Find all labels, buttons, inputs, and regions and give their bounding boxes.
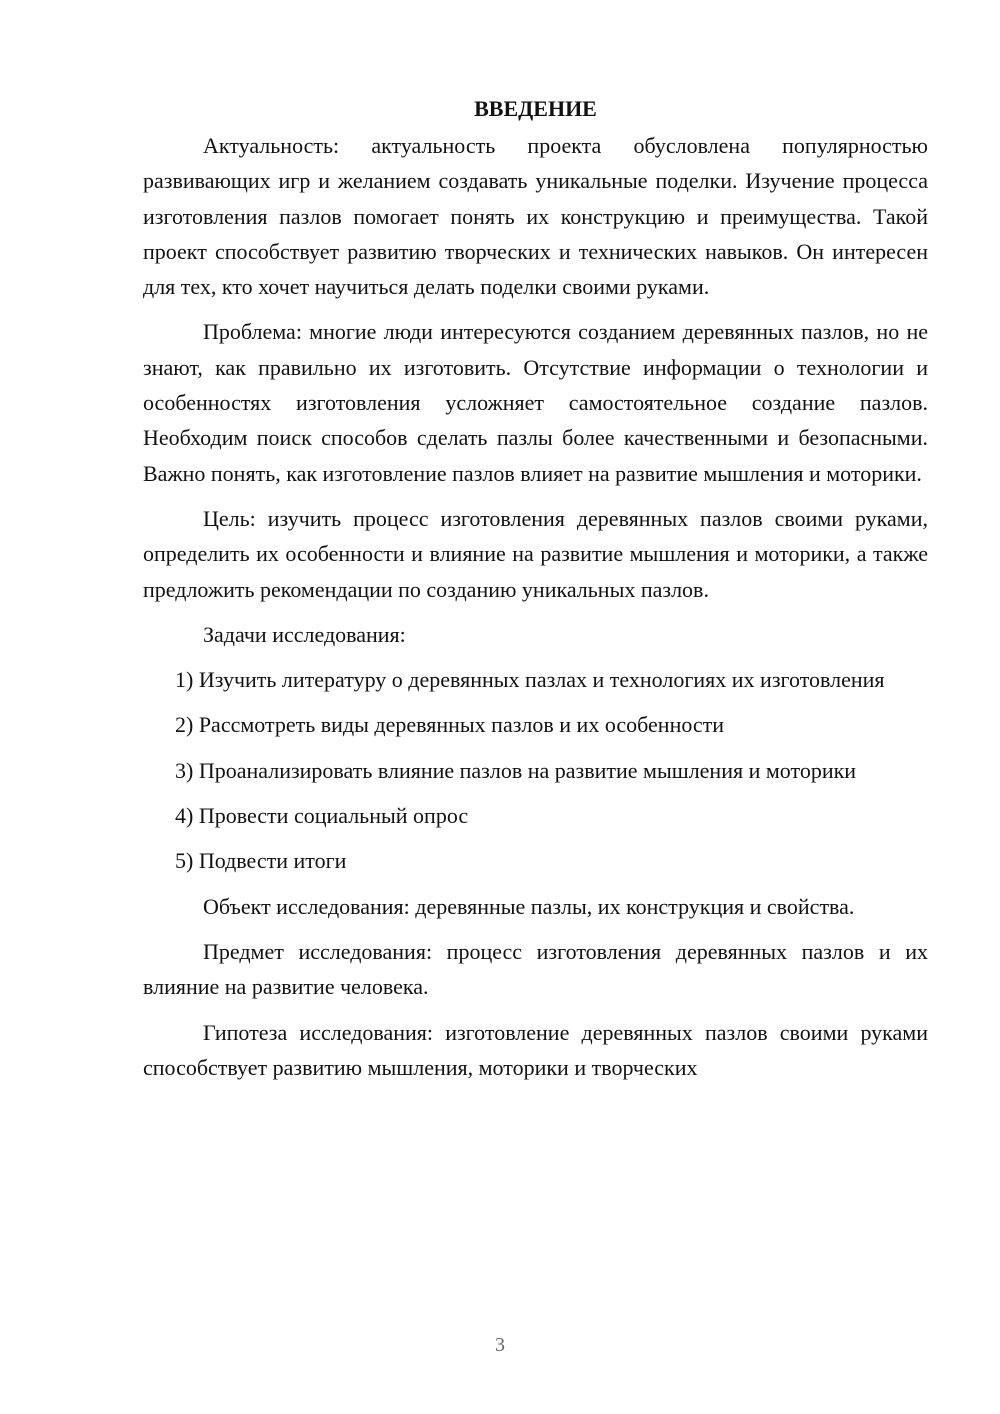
problem-paragraph: Проблема: многие люди интересуются созданием деревянных пазлов, но не знают, как правильно их изготовить. Отсутствие информации о технологии и особенностях изготовления усложняет самостоятельное создание пазлов. Необходим поиск способов сделать пазлы более качественными и безопасными. Важно понять, как изготовление пазлов влияет на развитие мышления и моторики. [143, 319, 928, 486]
task-item-5: 5) Подвести итоги [175, 848, 347, 874]
task-item-4: 4) Провести социальный опрос [175, 803, 469, 829]
task-item-2: 2) Рассмотреть виды деревянных пазлов и их особенности [175, 712, 725, 738]
object-paragraph: Объект исследования: деревянные пазлы, их конструкция и свойства. [203, 893, 855, 919]
page-number: 3 [495, 1334, 505, 1356]
relevance-paragraph: Актуальность: актуальность проекта обусловлена популярностью развивающих игр и желанием создавать уникальные поделки. Изучение процесса изготовления пазлов помогает понять их конструкцию и преимущества. Такой проект способствует развитию творческих и технических навыков. Он интересен для тех, кто хочет научиться делать поделки своими руками. [143, 133, 928, 300]
task-item-1: 1) Изучить литературу о деревянных пазлах и технологиях их изготовления [175, 667, 885, 693]
goal-paragraph: Цель: изучить процесс изготовления деревянных пазлов своими руками, определить их особенности и влияние на развитие мышления и моторики, а также предложить рекомендации по созданию уникальных пазлов. [143, 505, 928, 602]
hypothesis-paragraph: Гипотеза исследования: изготовление деревянных пазлов своими руками способствует развитию мышления, моторики и творческих [143, 1019, 928, 1080]
tasks-title: Задачи исследования: [203, 621, 406, 647]
document-page [143, 92, 928, 1095]
section-heading: ВВЕДЕНИЕ [474, 96, 597, 121]
subject-paragraph: Предмет исследования: процесс изготовления деревянных пазлов и их влияние на развитие человека. [143, 938, 928, 1000]
task-item-3: 3) Проанализировать влияние пазлов на развитие мышления и моторики [175, 757, 857, 783]
